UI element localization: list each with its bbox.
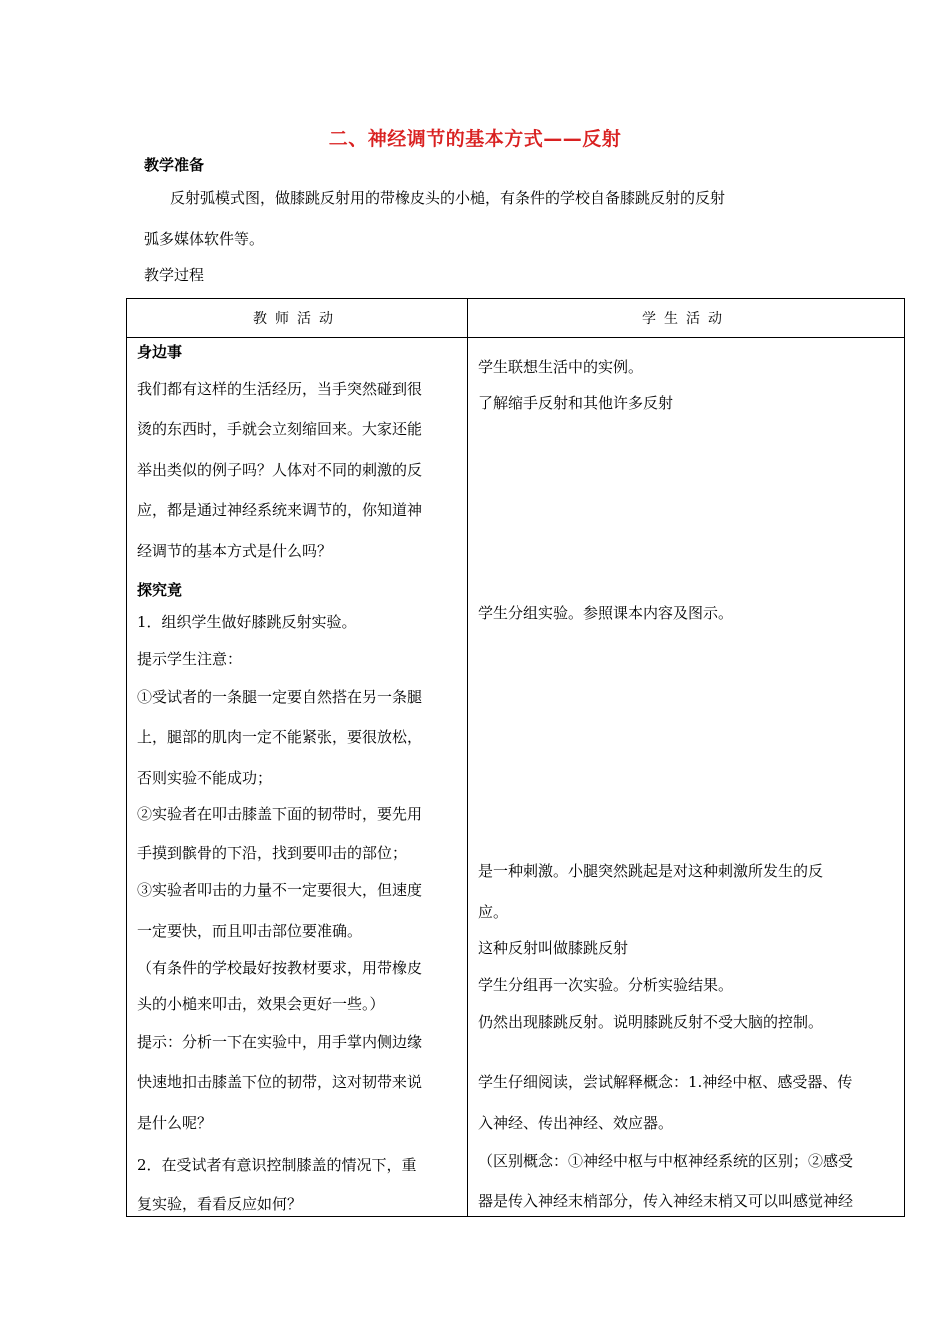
prep-heading: 教学准备 — [144, 156, 205, 174]
student-line: 学生分组实验。参照课本内容及图示。 — [478, 604, 734, 622]
student-line: （区别概念：①神经中枢与中枢神经系统的区别；②感受 — [478, 1152, 854, 1170]
student-line: 这种反射叫做膝跳反射 — [478, 939, 629, 957]
teacher-line: 手摸到髌骨的下沿，找到要叩击的部位； — [137, 844, 408, 862]
lesson-table — [126, 298, 905, 1217]
teacher-line: 否则实验不能成功； — [137, 769, 273, 787]
teacher-line: ③实验者叩击的力量不一定要很大，但速度 — [137, 881, 423, 899]
teacher-line: 一定要快，而且叩击部位要准确。 — [137, 922, 363, 940]
teacher-line: 探究竟 — [137, 581, 183, 599]
teacher-line: 1．组织学生做好膝跳反射实验。 — [137, 613, 357, 631]
teacher-line: 上，腿部的肌肉一定不能紧张，要很放松， — [137, 728, 423, 746]
student-line: 学生仔细阅读，尝试解释概念：1.神经中枢、感受器、传 — [478, 1073, 853, 1091]
teacher-line: ②实验者在叩击膝盖下面的韧带时，要先用 — [137, 805, 423, 823]
student-line: 学生分组再一次实验。分析实验结果。 — [478, 976, 734, 994]
teacher-line: （有条件的学校最好按教材要求，用带橡皮 — [137, 959, 423, 977]
student-line: 仍然出现膝跳反射。说明膝跳反射不受大脑的控制。 — [478, 1013, 824, 1031]
process-heading: 教学过程 — [144, 266, 205, 284]
teacher-line: 我们都有这样的生活经历，当手突然碰到很 — [137, 380, 423, 398]
teacher-column-header: 教师活动 — [127, 299, 468, 338]
teacher-line: 举出类似的例子吗？人体对不同的刺激的反 — [137, 461, 423, 479]
student-line: 应。 — [478, 903, 509, 921]
page-title: 二、神经调节的基本方式——反射 — [328, 128, 622, 150]
teacher-line: ①受试者的一条腿一定要自然搭在另一条腿 — [137, 688, 423, 706]
teacher-line: 烫的东西时，手就会立刻缩回来。大家还能 — [137, 420, 423, 438]
teacher-line: 复实验，看看反应如何？ — [137, 1195, 303, 1213]
student-line: 是一种刺激。小腿突然跳起是对这种刺激所发生的反 — [478, 862, 824, 880]
student-line: 入神经、传出神经、效应器。 — [478, 1114, 674, 1132]
teacher-line: 经调节的基本方式是什么吗？ — [137, 542, 333, 560]
teacher-line: 2．在受试者有意识控制膝盖的情况下，重 — [137, 1156, 417, 1174]
teacher-line: 应，都是通过神经系统来调节的，你知道神 — [137, 501, 423, 519]
teacher-line: 身边事 — [137, 343, 183, 361]
prep-line-1: 反射弧模式图，做膝跳反射用的带橡皮头的小槌，有条件的学校自备膝跳反射的反射 — [170, 189, 726, 207]
student-line: 器是传入神经末梢部分，传入神经末梢又可以叫感觉神经 — [478, 1192, 854, 1210]
teacher-line: 提示学生注意： — [137, 650, 243, 668]
prep-line-2: 弧多媒体软件等。 — [144, 230, 265, 248]
table-body-row — [127, 338, 905, 1217]
teacher-line: 头的小槌来叩击，效果会更好一些。） — [137, 995, 385, 1013]
teacher-activity-cell — [127, 338, 468, 1217]
student-line: 学生联想生活中的实例。 — [478, 358, 644, 376]
student-column-header: 学生活动 — [468, 299, 905, 338]
teacher-line: 快速地扣击膝盖下位的韧带，这对韧带来说 — [137, 1073, 423, 1091]
teacher-line: 是什么呢？ — [137, 1114, 213, 1132]
teacher-line: 提示：分析一下在实验中，用手掌内侧边缘 — [137, 1033, 423, 1051]
table-header-row — [127, 299, 905, 338]
student-line: 了解缩手反射和其他许多反射 — [478, 394, 674, 412]
student-activity-cell — [468, 338, 905, 1217]
